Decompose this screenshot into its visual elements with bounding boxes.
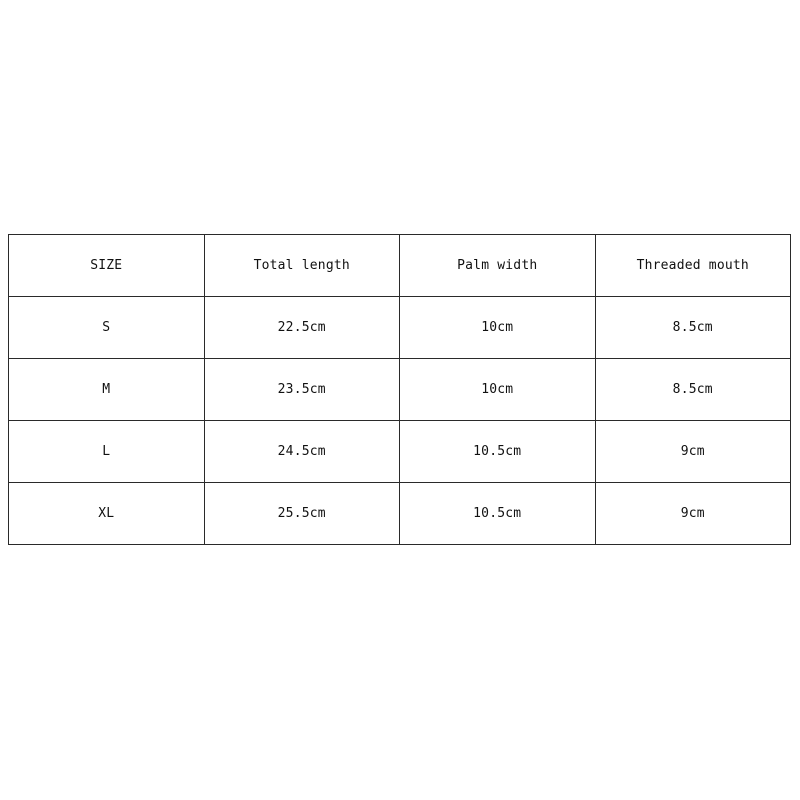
header-threaded-mouth: Threaded mouth <box>595 235 791 297</box>
cell-size: S <box>9 297 205 359</box>
cell-palm-width: 10cm <box>400 297 596 359</box>
size-chart-table <box>8 234 791 545</box>
cell-palm-width: 10.5cm <box>400 421 596 483</box>
cell-total-length: 25.5cm <box>204 483 400 545</box>
header-palm-width: Palm width <box>400 235 596 297</box>
cell-palm-width: 10cm <box>400 359 596 421</box>
cell-total-length: 24.5cm <box>204 421 400 483</box>
header-size: SIZE <box>9 235 205 297</box>
table-row <box>9 297 791 359</box>
cell-size: L <box>9 421 205 483</box>
cell-threaded-mouth: 9cm <box>595 421 791 483</box>
table-row <box>9 421 791 483</box>
cell-threaded-mouth: 8.5cm <box>595 359 791 421</box>
table-row <box>9 483 791 545</box>
cell-total-length: 23.5cm <box>204 359 400 421</box>
header-total-length: Total length <box>204 235 400 297</box>
cell-size: M <box>9 359 205 421</box>
cell-threaded-mouth: 8.5cm <box>595 297 791 359</box>
table-header-row <box>9 235 791 297</box>
table-row <box>9 359 791 421</box>
cell-size: XL <box>9 483 205 545</box>
cell-total-length: 22.5cm <box>204 297 400 359</box>
cell-threaded-mouth: 9cm <box>595 483 791 545</box>
cell-palm-width: 10.5cm <box>400 483 596 545</box>
